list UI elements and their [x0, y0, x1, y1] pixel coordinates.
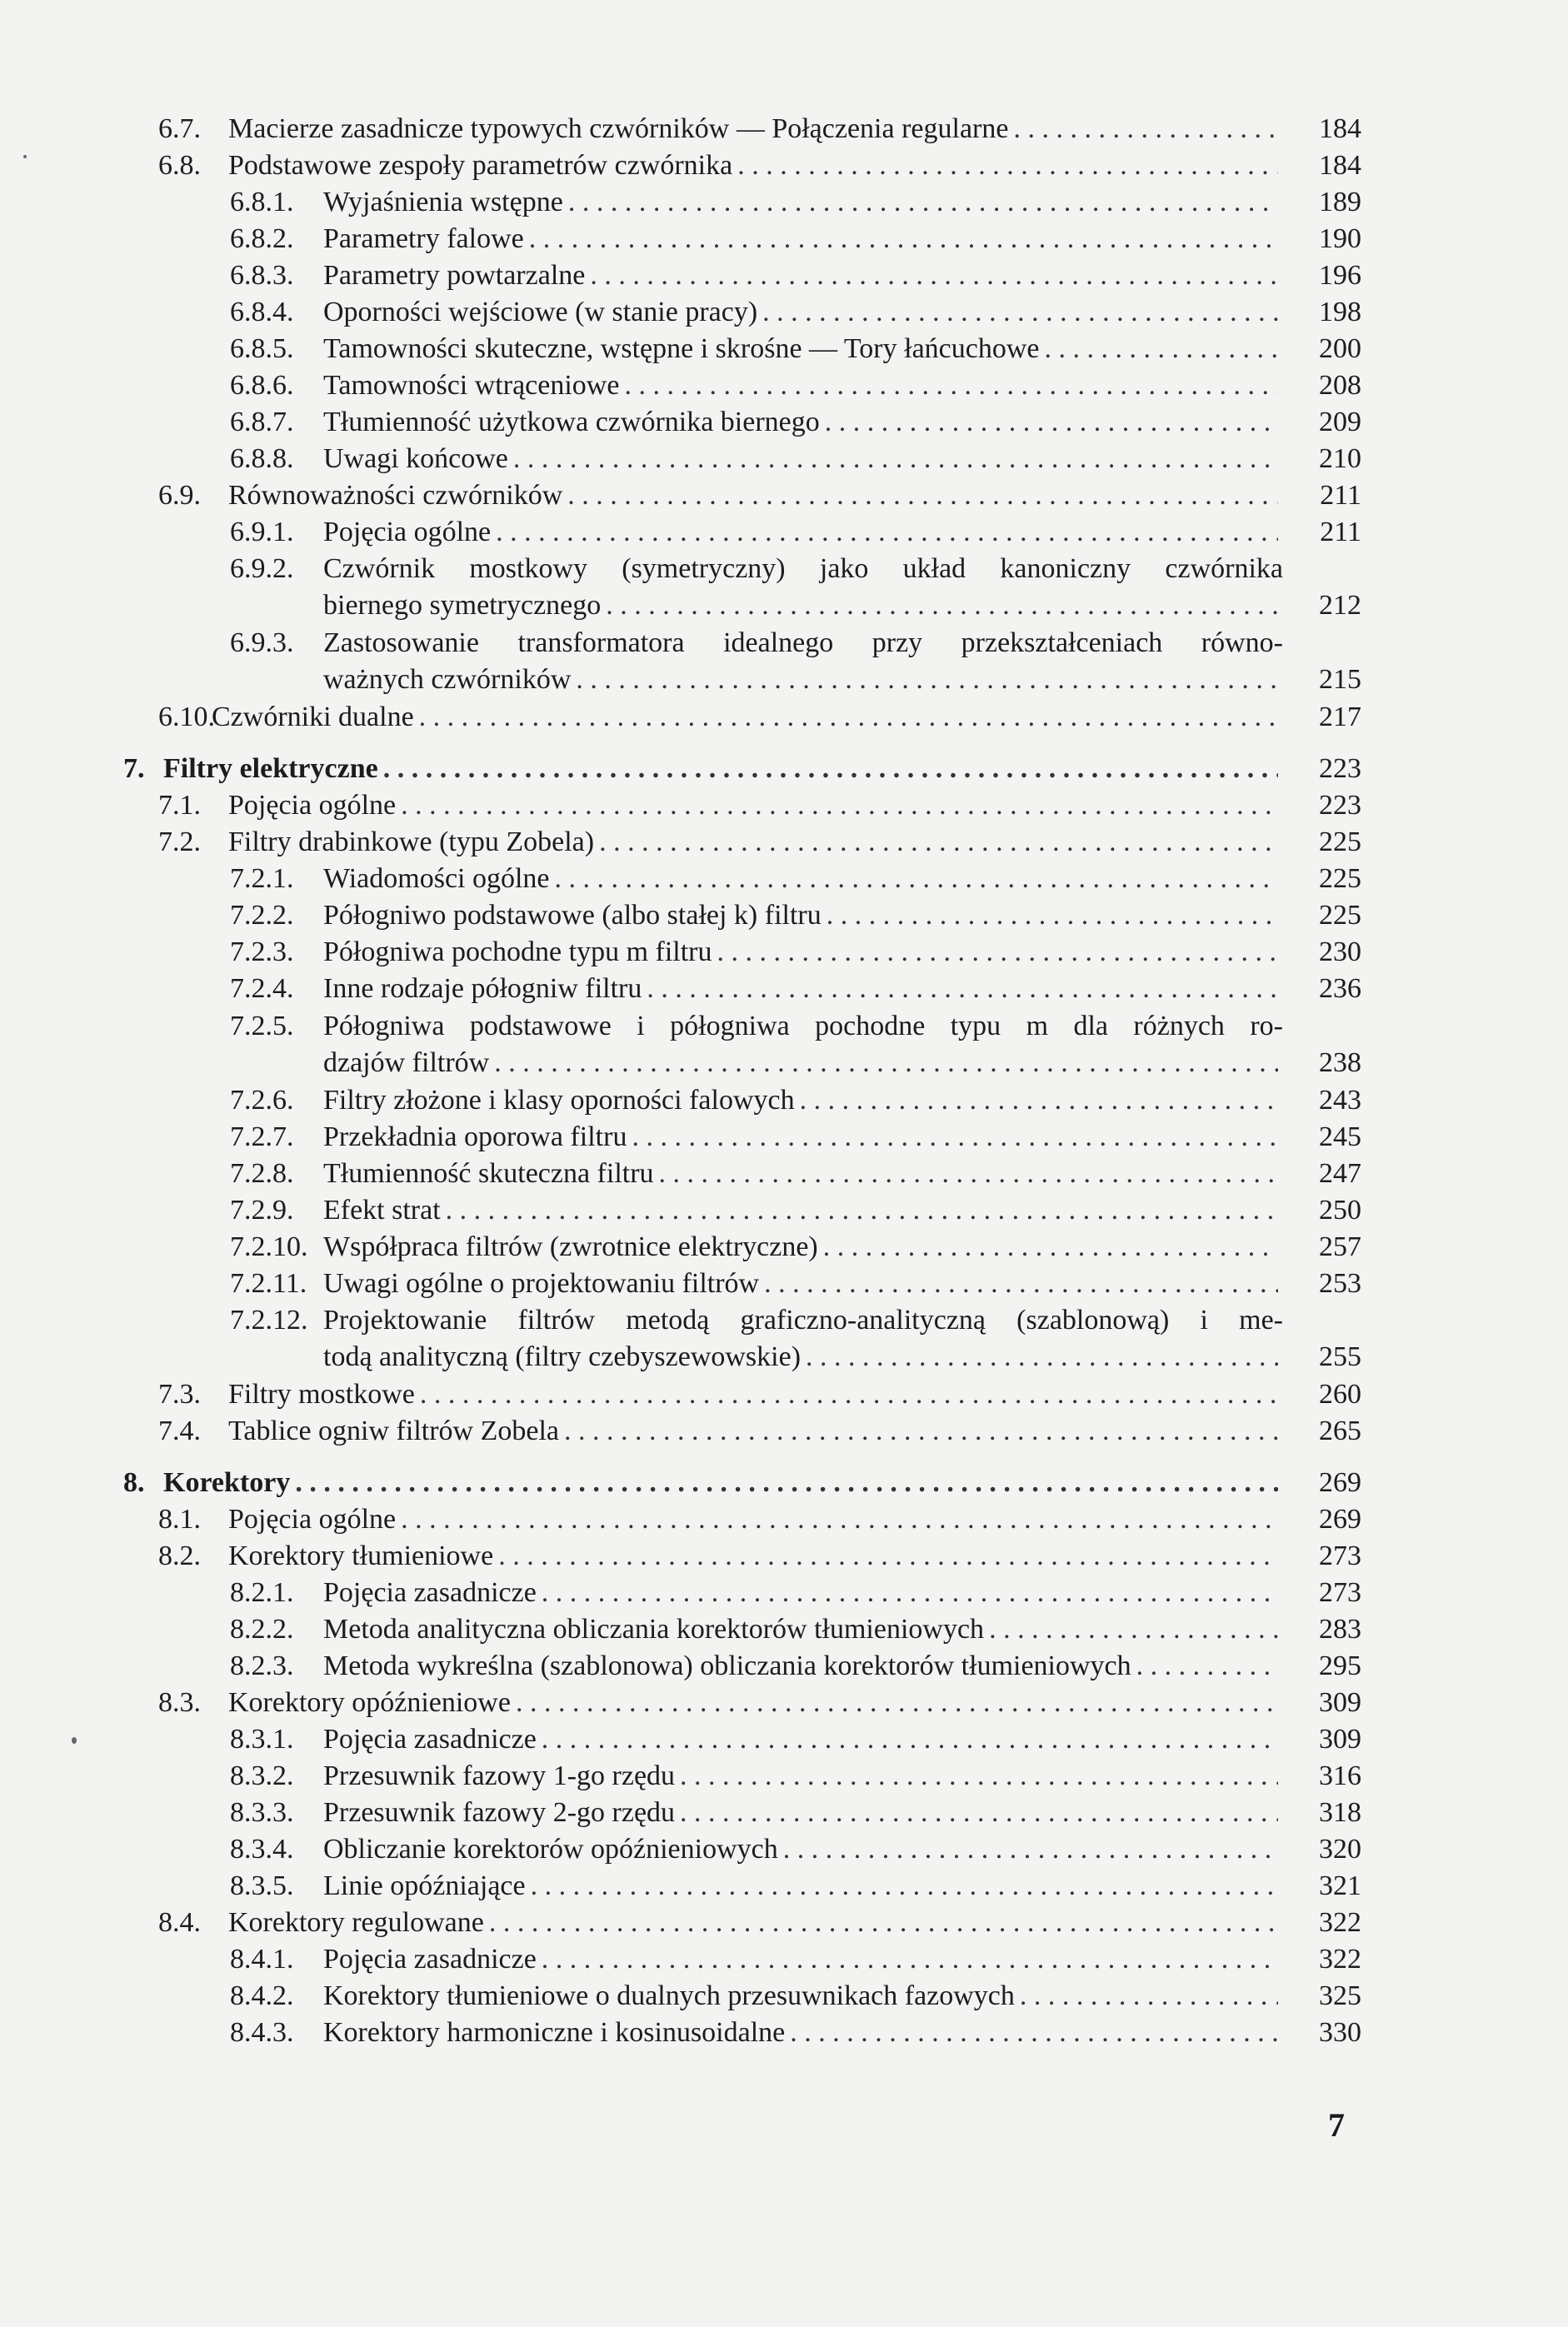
dot-leader — [790, 2015, 1278, 2051]
toc-entry-number: 8.4. — [158, 1907, 201, 1938]
toc-entry-number: 6.9. — [158, 480, 201, 511]
dot-leader — [295, 1465, 1278, 1501]
toc-entry-title: Tamowności wtrąceniowe — [323, 370, 620, 401]
dot-leader — [659, 1156, 1278, 1192]
dot-leader — [542, 1575, 1278, 1611]
toc-entry-title: Korektory opóźnieniowe — [228, 1687, 511, 1718]
toc-entry-title: Efekt strat — [323, 1195, 441, 1226]
toc-entry-page: 316 — [1319, 1760, 1361, 1791]
toc-entry-page: 247 — [1319, 1158, 1361, 1189]
toc-entry-title: Tłumienność użytkowa czwórnika biernego — [323, 407, 820, 437]
toc-entry-title: Pojęcia zasadnicze — [323, 1724, 537, 1755]
dot-leader — [806, 1339, 1278, 1376]
toc-entry-page: 211 — [1320, 517, 1361, 547]
toc-entry-page: 269 — [1319, 1467, 1361, 1498]
toc-entry-number: 7.2.11. — [230, 1268, 307, 1299]
toc-entry-title: Półogniwo podstawowe (albo stałej k) filtru — [323, 900, 821, 931]
toc-entry-number: 8.1. — [158, 1504, 201, 1535]
toc-entry-page: 225 — [1319, 900, 1361, 931]
dot-leader — [383, 751, 1278, 787]
toc-entry-page: 318 — [1319, 1797, 1361, 1828]
dot-leader — [401, 1501, 1278, 1538]
toc-entry-page: 217 — [1319, 702, 1361, 732]
dot-leader — [1045, 331, 1279, 367]
toc-entry-title: Korektory tłumieniowe o dualnych przesuwnikach fazowych — [323, 1980, 1015, 2011]
toc-entry-page: 210 — [1319, 443, 1361, 474]
toc-entry-number: 7.2.6. — [230, 1085, 294, 1116]
dot-leader — [783, 1831, 1278, 1868]
toc-entry-page: 208 — [1319, 370, 1361, 401]
toc-entry-number: 8.4.2. — [230, 1980, 294, 2011]
toc-entry-title: Przesuwnik fazowy 2-go rzędu — [323, 1797, 676, 1828]
toc-entry-number: 6.8.5. — [230, 333, 294, 364]
toc-entry-page: 273 — [1319, 1541, 1361, 1571]
dot-leader — [606, 587, 1278, 624]
toc-entry-title: Inne rodzaje półogniw filtru — [323, 973, 642, 1004]
toc-entry-number: 7. — [123, 753, 145, 784]
toc-entry-page: 325 — [1319, 1980, 1361, 2011]
toc-entry-title: Podstawowe zespoły parametrów czwórnika — [228, 150, 733, 181]
toc-entry-page: 184 — [1319, 113, 1361, 144]
toc-entry-page: 200 — [1319, 333, 1361, 364]
dot-leader — [1020, 1978, 1278, 2015]
toc-entry-number: 8.2.2. — [230, 1614, 294, 1645]
toc-entry-title: Macierze zasadnicze typowych czwórników — Połączenia regularne — [228, 113, 1009, 144]
dot-leader — [564, 1413, 1278, 1450]
toc-entry-number: 7.2.2. — [230, 900, 294, 931]
toc-entry-number: 8.4.3. — [230, 2017, 294, 2048]
toc-entry-title: Współpraca filtrów (zwrotnice elektryczne) — [323, 1231, 818, 1262]
toc-entry-number: 7.2.8. — [230, 1158, 294, 1189]
toc-entry-page: 250 — [1319, 1195, 1361, 1226]
toc-entry-number: 7.2.12. — [230, 1305, 308, 1336]
toc-entry-number: 7.2.9. — [230, 1195, 294, 1226]
dot-leader — [800, 1082, 1278, 1119]
toc-entry-number: 6.9.3. — [230, 627, 294, 658]
toc-entry-page: 225 — [1319, 863, 1361, 894]
toc-entry-number: 6.9.2. — [230, 553, 294, 584]
dot-leader — [529, 221, 1278, 257]
toc-entry-title: Tamowności skuteczne, wstępne i skrośne — Tory łańcuchowe — [323, 333, 1040, 364]
dot-leader — [599, 824, 1278, 861]
toc-entry-page: 243 — [1319, 1085, 1361, 1116]
toc-entry-title-line1: Projektowanie filtrów metodą graficzno-analityczną (szablonową) i me- — [323, 1305, 1283, 1336]
toc-entry-title: Parametry falowe — [323, 223, 524, 254]
toc-entry-title: Korektory harmoniczne i kosinusoidalne — [323, 2017, 786, 2048]
toc-entry-title: Uwagi ogólne o projektowaniu filtrów — [323, 1268, 760, 1299]
toc-entry-title: Wyjaśnienia wstępne — [323, 187, 563, 217]
toc-entry-number: 6.8.4. — [230, 297, 294, 327]
toc-entry-number: 6.8.6. — [230, 370, 294, 401]
toc-entry-number: 6.10. — [158, 702, 215, 732]
toc-entry-title: Czwórniki dualne — [212, 702, 414, 732]
dot-leader — [446, 1192, 1278, 1229]
dot-leader — [576, 662, 1278, 698]
toc-entry-title: Korektory — [163, 1467, 291, 1498]
dot-leader — [590, 257, 1278, 294]
toc-entry-number: 7.2.5. — [230, 1011, 294, 1041]
toc-entry-number: 7.1. — [158, 790, 201, 821]
toc-entry-title: biernego symetrycznego — [323, 590, 602, 621]
toc-entry-page: 309 — [1319, 1687, 1361, 1718]
toc-entry-title: ważnych czwórników — [323, 664, 572, 695]
toc-entry-title: Tłumienność skuteczna filtru — [323, 1158, 654, 1189]
toc-entry-page: 269 — [1319, 1504, 1361, 1535]
toc-entry-title: Filtry elektryczne — [163, 753, 378, 784]
toc-entry-page: 330 — [1319, 2017, 1361, 2048]
dot-leader — [717, 934, 1278, 971]
dot-leader — [568, 184, 1278, 221]
toc-entry-page: 223 — [1319, 753, 1361, 784]
toc-entry-title: Filtry mostkowe — [228, 1379, 415, 1410]
dot-leader — [764, 1266, 1278, 1302]
toc-entry-page: 184 — [1319, 150, 1361, 181]
toc-entry-number: 6.8.7. — [230, 407, 294, 437]
dot-leader — [489, 1905, 1278, 1941]
toc-entry-number: 8.3.5. — [230, 1870, 294, 1901]
toc-entry-title: Przekładnia oporowa filtru — [323, 1121, 627, 1152]
toc-entry-page: 255 — [1319, 1341, 1361, 1372]
page-number: 7 — [1328, 2106, 1345, 2144]
toc-entry-number: 6.8.1. — [230, 187, 294, 217]
toc-entry-number: 8.2.1. — [230, 1577, 294, 1608]
toc-entry-page: 257 — [1319, 1231, 1361, 1262]
toc-entry-title: Przesuwnik fazowy 1-go rzędu — [323, 1760, 676, 1791]
dot-leader — [420, 1376, 1278, 1413]
dot-leader — [419, 699, 1278, 736]
dot-leader — [989, 1611, 1278, 1648]
toc-entry-page: 225 — [1319, 826, 1361, 857]
dot-leader — [555, 861, 1278, 897]
toc-entry-number: 7.2.1. — [230, 863, 294, 894]
toc-entry-page: 230 — [1319, 936, 1361, 967]
toc-entry-number: 6.8. — [158, 150, 201, 181]
dot-leader — [680, 1795, 1278, 1831]
toc-entry-title: Półogniwa pochodne typu m filtru — [323, 936, 712, 967]
toc-entry-number: 6.8.8. — [230, 443, 294, 474]
toc-entry-number: 7.4. — [158, 1416, 201, 1446]
toc-entry-number: 6.8.2. — [230, 223, 294, 254]
dot-leader — [567, 477, 1278, 514]
toc-entry-page: 223 — [1319, 790, 1361, 821]
toc-entry-title: Pojęcia zasadnicze — [323, 1944, 537, 1975]
toc-entry-title: Wiadomości ogólne — [323, 863, 550, 894]
toc-entry-page: 265 — [1319, 1416, 1361, 1446]
toc-entry-title-line1: Zastosowanie transformatora idealnego przy przekształceniach równo- — [323, 627, 1283, 658]
dot-leader — [825, 404, 1278, 441]
dot-leader — [737, 147, 1278, 184]
toc-entry-number: 6.8.3. — [230, 260, 294, 291]
toc-entry-title: Korektory regulowane — [228, 1907, 484, 1938]
toc-entry-title: Linie opóźniające — [323, 1870, 526, 1901]
toc-entry-number: 7.3. — [158, 1379, 201, 1410]
toc-entry-title: Filtry drabinkowe (typu Zobela) — [228, 826, 595, 857]
toc-entry-page: 322 — [1319, 1907, 1361, 1938]
dot-leader — [1013, 111, 1278, 147]
toc-entry-number: 8. — [123, 1467, 145, 1498]
toc-entry-number: 6.9.1. — [230, 517, 294, 547]
toc-entry-page: 238 — [1319, 1047, 1361, 1078]
dot-leader — [401, 787, 1278, 824]
toc-entry-title: Pojęcia zasadnicze — [323, 1577, 537, 1608]
toc-entry-number: 8.2.3. — [230, 1650, 294, 1681]
toc-entry-title: Parametry powtarzalne — [323, 260, 586, 291]
toc-entry-page: 196 — [1319, 260, 1361, 291]
toc-entry-title: Równoważności czwórników — [228, 480, 563, 511]
toc-entry-title: Oporności wejściowe (w stanie pracy) — [323, 297, 758, 327]
toc-entry-number: 7.2. — [158, 826, 201, 857]
scan-speck — [72, 1737, 77, 1744]
toc-entry-title-line1: Czwórnik mostkowy (symetryczny) jako układ kanoniczny czwórnika — [323, 553, 1283, 584]
toc-entry-title: todą analityczną (filtry czebyszewowskie) — [323, 1341, 801, 1372]
toc-entry-title: dzajów filtrów — [323, 1047, 490, 1078]
toc-entry-page: 283 — [1319, 1614, 1361, 1645]
toc-entry-number: 8.3.1. — [230, 1724, 294, 1755]
toc-entry-page: 215 — [1319, 664, 1361, 695]
toc-entry-title: Pojęcia ogólne — [323, 517, 492, 547]
toc-entry-number: 8.2. — [158, 1541, 201, 1571]
toc-entry-page: 211 — [1320, 480, 1361, 511]
toc-entry-number: 7.2.4. — [230, 973, 294, 1004]
toc-entry-number: 7.2.7. — [230, 1121, 294, 1152]
toc-entry-number: 8.3.2. — [230, 1760, 294, 1791]
dot-leader — [823, 1229, 1278, 1266]
toc-entry-number: 8.3.4. — [230, 1834, 294, 1865]
toc-entry-title: Obliczanie korektorów opóźnieniowych — [323, 1834, 778, 1865]
dot-leader — [1136, 1648, 1278, 1685]
toc-entry-page: 198 — [1319, 297, 1361, 327]
toc-entry-title: Korektory tłumieniowe — [228, 1541, 494, 1571]
toc-entry-page: 189 — [1319, 187, 1361, 217]
dot-leader — [513, 441, 1278, 477]
toc-entry-page: 320 — [1319, 1834, 1361, 1865]
toc-entry-title-line1: Półogniwa podstawowe i półogniwa pochodne typu m dla różnych ro- — [323, 1011, 1283, 1041]
toc-entry-number: 8.3. — [158, 1687, 201, 1718]
toc-entry-number: 7.2.10. — [230, 1231, 308, 1262]
toc-entry-page: 245 — [1319, 1121, 1361, 1152]
toc-entry-page: 321 — [1319, 1870, 1361, 1901]
toc-entry-page: 273 — [1319, 1577, 1361, 1608]
toc-entry-title: Filtry złożone i klasy oporności falowych — [323, 1085, 795, 1116]
dot-leader — [680, 1758, 1278, 1795]
dot-leader — [531, 1868, 1278, 1905]
dot-leader — [542, 1721, 1278, 1758]
toc-entry-number: 8.3.3. — [230, 1797, 294, 1828]
dot-leader — [516, 1685, 1278, 1721]
toc-entry-title: Pojęcia ogólne — [228, 1504, 397, 1535]
toc-entry-page: 260 — [1319, 1379, 1361, 1410]
scan-speck — [23, 155, 27, 158]
toc-entry-page: 295 — [1319, 1650, 1361, 1681]
toc-entry-title: Uwagi końcowe — [323, 443, 508, 474]
dot-leader — [494, 1045, 1278, 1081]
toc-entry-page: 309 — [1319, 1724, 1361, 1755]
toc-entry-page: 190 — [1319, 223, 1361, 254]
toc-entry-title: Metoda wykreślna (szablonowa) obliczania korektorów tłumieniowych — [323, 1650, 1131, 1681]
toc-entry-title: Tablice ogniw filtrów Zobela — [228, 1416, 559, 1446]
dot-leader — [647, 971, 1278, 1007]
dot-leader — [632, 1119, 1278, 1156]
toc-entry-page: 209 — [1319, 407, 1361, 437]
toc-entry-number: 8.4.1. — [230, 1944, 294, 1975]
toc-entry-page: 236 — [1319, 973, 1361, 1004]
dot-leader — [542, 1941, 1278, 1978]
toc-entry-title: Metoda analityczna obliczania korektorów tłumieniowych — [323, 1614, 985, 1645]
dot-leader — [496, 514, 1278, 551]
toc-entry-number: 6.7. — [158, 113, 201, 144]
dot-leader — [624, 367, 1278, 404]
dot-leader — [826, 897, 1278, 934]
toc-entry-number: 7.2.3. — [230, 936, 294, 967]
toc-entry-page: 322 — [1319, 1944, 1361, 1975]
toc-entry-title: Pojęcia ogólne — [228, 790, 397, 821]
dot-leader — [762, 294, 1278, 331]
toc-entry-page: 253 — [1319, 1268, 1361, 1299]
toc-entry-page: 212 — [1319, 590, 1361, 621]
dot-leader — [498, 1538, 1278, 1575]
